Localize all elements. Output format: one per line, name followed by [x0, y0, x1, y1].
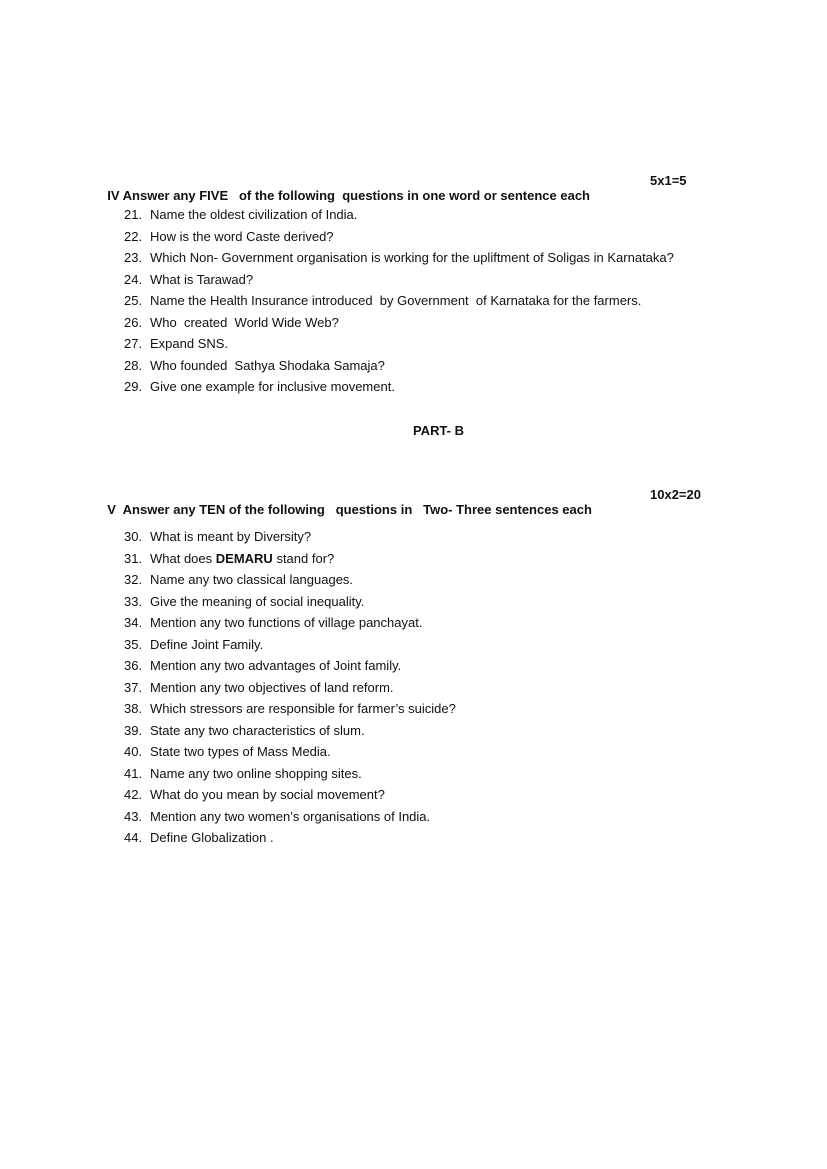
question-text: Define Globalization . — [150, 830, 274, 845]
question-text: What is meant by Diversity? — [150, 529, 312, 544]
question-39 — [124, 720, 456, 742]
question-number: 32. — [124, 572, 143, 587]
question-number: 22. — [124, 228, 143, 244]
question-text: Mention any two objectives of land reform. — [150, 679, 394, 695]
section-v-instruction: V Answer any TEN of the following questions in Two- Three sentences each — [107, 502, 592, 517]
question-30 — [124, 526, 456, 548]
question-text: Mention any two functions of village panchayat. — [150, 615, 423, 630]
question-35 — [124, 634, 456, 656]
question-42 — [124, 784, 456, 806]
question-22 — [124, 226, 674, 248]
question-number: 38. — [124, 701, 143, 716]
question-number: 30. — [124, 529, 143, 544]
section-iv-question-list — [124, 204, 674, 398]
question-text: State two types of Mass Media. — [150, 744, 331, 759]
question-number: 25. — [124, 293, 143, 308]
question-text: How is the word Caste derived? — [150, 228, 334, 244]
question-text: Name any two online shopping sites. — [150, 765, 362, 781]
question-text: Give the meaning of social inequality. — [150, 593, 365, 609]
question-number: 33. — [124, 593, 143, 609]
part-b-title: PART- B — [412, 423, 465, 438]
question-text: Name any two classical languages. — [150, 572, 354, 587]
section-v-marks: 10x2=20 — [650, 487, 701, 502]
question-41 — [124, 763, 456, 785]
question-26 — [124, 312, 674, 334]
question-text: Name the Health Insurance introduced by Government of Karnataka for the farmers. — [150, 293, 642, 308]
section-iv-marks: 5x1=5 — [650, 173, 687, 188]
question-text-after: stand for? — [272, 550, 335, 566]
question-text-before: What does — [150, 550, 216, 566]
question-24 — [124, 269, 674, 291]
question-27 — [124, 333, 674, 355]
question-number: 40. — [124, 744, 143, 759]
question-number: 43. — [124, 808, 143, 824]
question-44 — [124, 827, 456, 849]
question-32 — [124, 569, 456, 591]
question-text: Define Joint Family. — [150, 636, 264, 652]
question-number: 36. — [124, 658, 143, 673]
question-number: 39. — [124, 722, 143, 738]
question-31 — [124, 548, 456, 570]
question-text: Which Non- Government organisation is working for the upliftment of Soligas in Karnataka? — [150, 250, 674, 265]
question-number: 26. — [124, 314, 143, 330]
question-number: 41. — [124, 765, 143, 781]
question-text: What is Tarawad? — [150, 271, 254, 287]
question-text: Expand SNS. — [150, 336, 229, 351]
question-number: 35. — [124, 636, 143, 652]
question-43 — [124, 806, 456, 828]
question-text: Who created World Wide Web? — [150, 314, 339, 330]
question-text: Name the oldest civilization of India. — [150, 207, 358, 222]
question-number: 42. — [124, 787, 143, 802]
question-21 — [124, 204, 674, 226]
question-number: 23. — [124, 250, 143, 265]
question-number: 44. — [124, 830, 143, 845]
question-number: 27. — [124, 336, 143, 351]
question-23 — [124, 247, 674, 269]
question-text: Who founded Sathya Shodaka Samaja? — [150, 357, 385, 373]
question-number: 24. — [124, 271, 143, 287]
question-number: 28. — [124, 357, 143, 373]
question-number: 29. — [124, 379, 143, 394]
question-text: Which stressors are responsible for farmer’s suicide? — [150, 701, 456, 716]
question-text: What do you mean by social movement? — [150, 787, 385, 802]
question-37 — [124, 677, 456, 699]
question-text-bold: DEMARU — [215, 550, 273, 566]
question-34 — [124, 612, 456, 634]
question-28 — [124, 355, 674, 377]
question-number: 34. — [124, 615, 143, 630]
question-25 — [124, 290, 674, 312]
question-36 — [124, 655, 456, 677]
question-33 — [124, 591, 456, 613]
question-number: 31. — [124, 550, 143, 566]
question-number: 37. — [124, 679, 143, 695]
question-text: Mention any two advantages of Joint family. — [150, 658, 402, 673]
section-v-question-list — [124, 526, 456, 849]
section-iv-instruction: IV Answer any FIVE of the following questions in one word or sentence each — [107, 188, 590, 203]
question-29 — [124, 376, 674, 398]
question-38 — [124, 698, 456, 720]
question-text: Mention any two women’s organisations of India. — [150, 808, 431, 824]
question-40 — [124, 741, 456, 763]
question-text: Give one example for inclusive movement. — [150, 379, 395, 394]
question-number: 21. — [124, 207, 143, 222]
question-text: State any two characteristics of slum. — [150, 722, 365, 738]
